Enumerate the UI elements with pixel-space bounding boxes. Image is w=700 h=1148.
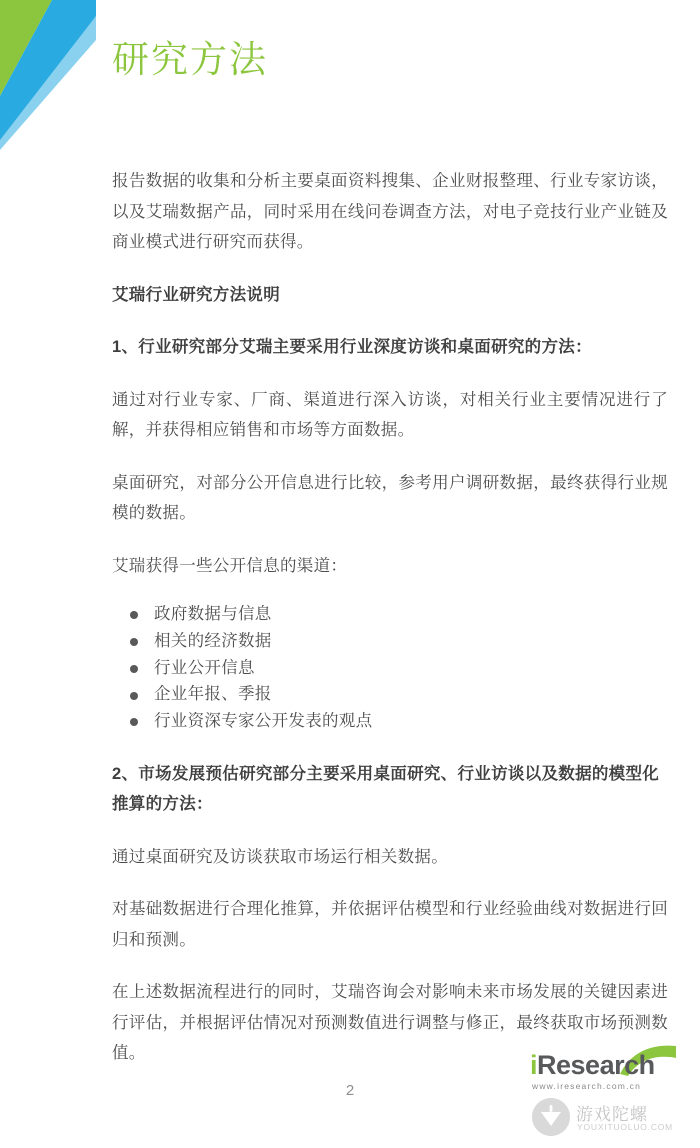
bullet-dot-icon [130,665,138,673]
list-item [130,655,668,682]
paragraph-1: 通过对行业专家、厂商、渠道进行深入访谈，对相关行业主要情况进行了解，并获得相应销售和市场等方面数据。 [112,390,668,440]
list-item-label: 行业公开信息 [154,658,255,677]
list-item [130,601,668,628]
heading-2: 2、市场发展预估研究部分主要采用桌面研究、行业访谈以及数据的模型化推算的方法： [112,764,660,814]
page-title: 研究方法 [112,39,268,80]
watermark-name: 游戏陀螺 [576,1105,648,1124]
list-item [130,681,668,708]
bullet-dot-icon [130,638,138,646]
iresearch-logo [518,1048,678,1100]
watermark [532,1096,682,1140]
paragraph-3: 艾瑞获得一些公开信息的渠道： [112,556,348,575]
watermark-url: YOUXITUOLUO.COM [577,1122,674,1132]
paragraph-4: 通过桌面研究及访谈获取市场运行相关数据。 [112,847,448,866]
list-item [130,708,668,735]
paragraph-2: 桌面研究，对部分公开信息进行比较，参考用户调研数据，最终获得行业规模的数据。 [112,473,668,523]
page-number: 2 [345,1082,355,1099]
bullet-dot-icon [130,718,138,726]
corner-decoration [0,0,96,150]
public-info-channels-list [112,601,668,735]
iresearch-url: www.iresearch.com.cn [532,1081,642,1091]
document-body [112,166,668,1091]
heading-1: 1、行业研究部分艾瑞主要采用行业深度访谈和桌面研究的方法： [112,338,592,357]
spinning-top-icon [532,1098,570,1136]
iresearch-wordmark [530,1050,655,1081]
paragraph-6: 在上述数据流程进行的同时，艾瑞咨询会对影响未来市场发展的关键因素进行评估，并根据评估情况对预测数值进行调整与修正，最终获取市场预测数值。 [112,983,668,1063]
list-item-label: 相关的经济数据 [154,631,272,650]
list-item [130,628,668,655]
intro-paragraph: 报告数据的收集和分析主要桌面资料搜集、企业财报整理、行业专家访谈，以及艾瑞数据产品，同时采用在线问卷调查方法，对电子竞技行业产业链及商业模式进行研究而获得。 [112,172,668,252]
paragraph-5: 对基础数据进行合理化推算，并依据评估模型和行业经验曲线对数据进行回归和预测。 [112,900,668,949]
list-item-label: 政府数据与信息 [154,605,272,624]
list-item-label: 行业资深专家公开发表的观点 [154,712,373,731]
section-label: 艾瑞行业研究方法说明 [112,285,280,304]
iresearch-logo-i: i [530,1050,538,1080]
bullet-dot-icon [130,692,138,700]
bullet-dot-icon [130,611,138,619]
iresearch-logo-rest: Research [537,1050,655,1080]
list-item-label: 企业年报、季报 [154,685,272,704]
